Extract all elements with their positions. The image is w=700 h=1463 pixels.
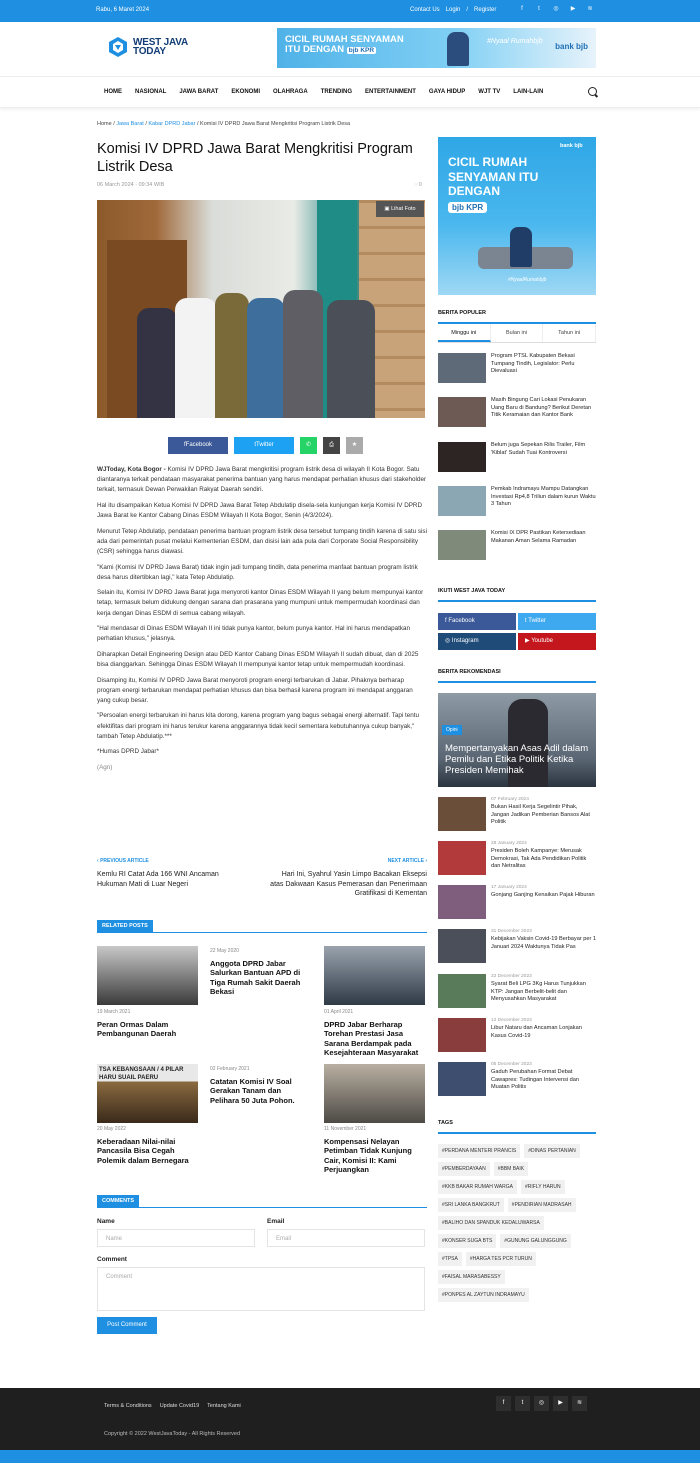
- sidebar-ad-tagline: #NyaalRumahbjb: [508, 277, 547, 283]
- related-date: 22 May 2020: [210, 948, 239, 954]
- recommend-title: Presiden Boleh Kampanye: Merusak Demokrasi, Tak Ada Pendidikan Politik dan Netralitas: [491, 848, 587, 870]
- breadcrumb-jawa-barat[interactable]: Jawa Barat: [116, 121, 144, 127]
- recommend-title: Syarat Beli LPG 3Kg Harus Tunjukkan KTP: Jangan Berbelit-belit dan Menyusahkan Masyarakat: [491, 981, 586, 1003]
- breadcrumb: [97, 121, 350, 127]
- search-icon[interactable]: [588, 87, 597, 96]
- article-author-initials: (Agn): [97, 763, 113, 771]
- article-paragraph: Diharapkan Detail Engineering Design atau DED Kantor Cabang Dinas ESDM Wilayah II sudah dibuat, dan di 2025 bisa dianggarkan. Sehingga Dinas ESDM Wilayah II mempunyai kantor tetap untuk mempermudah koordinasi.: [97, 650, 419, 669]
- banner-kpr: bjb KPR: [348, 47, 375, 54]
- banner-tagline: #Nyaal Rumahbjb: [487, 38, 543, 45]
- tag[interactable]: #RIFLY HARUN: [521, 1180, 565, 1194]
- related-post[interactable]: [210, 947, 311, 997]
- popular-item[interactable]: [438, 397, 596, 427]
- share-facebook-button[interactable]: [168, 437, 228, 454]
- follow-instagram-label: Instagram: [451, 638, 479, 644]
- share-bar: [168, 437, 363, 454]
- popular-thumbnail: [438, 530, 486, 560]
- article-date: 06 March 2024: [97, 182, 134, 188]
- article-photo[interactable]: [97, 200, 425, 418]
- recommend-header: [438, 669, 596, 683]
- popular-thumbnail: [438, 397, 486, 427]
- view-photo-label: Lihat Foto: [391, 206, 416, 212]
- twitter-icon: t: [525, 618, 529, 624]
- next-label: NEXT ARTICLE ›: [387, 858, 427, 864]
- breadcrumb-current: Komisi IV DPRD Jawa Barat Mengkritisi Program Listrik Desa: [200, 121, 351, 127]
- breadcrumb-home[interactable]: Home: [97, 121, 112, 127]
- name-label: Name: [97, 1218, 115, 1225]
- article-time: 09:34 WIB: [138, 182, 165, 188]
- recommend-date: 28 January 2024: [491, 841, 527, 846]
- popular-title: Belum juga Sepekan Rilis Trailer, Film 'Kiblat' Sudah Tuai Kontroversi: [491, 442, 586, 456]
- popular-heading: BERITA POPULER: [438, 310, 486, 316]
- related-posts-header: [97, 920, 427, 933]
- nav-item-gaya-hidup[interactable]: GAYA HIDUP: [428, 89, 466, 95]
- instagram-icon: ◎: [445, 638, 452, 644]
- footer-link-covid[interactable]: Update Covid19: [159, 1403, 200, 1409]
- follow-youtube-label: Youtube: [531, 638, 553, 644]
- recommend-item[interactable]: [438, 885, 596, 919]
- tags-header: [438, 1120, 596, 1134]
- tag[interactable]: #PERDANA MENTERI PRANCIS: [438, 1144, 520, 1158]
- related-date: 19 March 2021: [97, 1009, 131, 1015]
- recommend-date: 22 December 2023: [491, 974, 532, 979]
- nav-item-trending[interactable]: TRENDING: [320, 89, 353, 95]
- recommend-thumbnail: [438, 841, 486, 875]
- recommend-date: 17 January 2024: [491, 885, 527, 890]
- related-title: Catatan Komisi IV Soal Gerakan Tanam dan Pelihara 50 Juta Pohon.: [210, 1076, 295, 1105]
- related-post[interactable]: [97, 1125, 198, 1165]
- footer-social-icons: [496, 1396, 587, 1411]
- recommend-date: 31 December 2023: [491, 929, 532, 934]
- logo-line2: TODAY: [133, 46, 166, 57]
- copyright: Copyright © 2022 WestJavaToday - All Rights Reserved: [104, 1431, 241, 1437]
- view-photo-button[interactable]: [376, 201, 424, 217]
- recommend-title: Kebijakan Vaksin Covid-19 Berbayar per 1 Januari 2024 Waktunya Tidak Pas: [491, 936, 596, 950]
- recommend-item[interactable]: [438, 1018, 596, 1052]
- popular-thumbnail: [438, 353, 486, 383]
- popular-thumbnail: [438, 486, 486, 516]
- tag[interactable]: #HARGA TES PCR TURUN: [466, 1252, 536, 1266]
- recommend-heading: BERITA REKOMENDASI: [438, 669, 501, 675]
- related-title: Peran Ormas Dalam Pembangunan Daerah: [97, 1019, 177, 1038]
- tag[interactable]: #BBM BAIK: [494, 1162, 528, 1176]
- breadcrumb-sep: /: [113, 121, 115, 127]
- top-links: [410, 7, 496, 13]
- prev-label: ‹ PREVIOUS ARTICLE: [97, 858, 149, 864]
- article-body: [97, 465, 427, 778]
- person-figure: [247, 298, 285, 418]
- popular-tabs: [438, 324, 596, 343]
- related-date: 11 November 2021: [324, 1126, 367, 1132]
- rss-icon[interactable]: ≋: [572, 1396, 587, 1411]
- next-article[interactable]: [269, 858, 427, 899]
- popular-thumbnail: [438, 442, 486, 472]
- popular-title: Masih Bingung Cari Lokasi Penukaran Uang Baru di Bandung? Berikut Deretan Titik Keramaian dan Kantor Bank: [491, 397, 592, 419]
- top-bar: [0, 0, 700, 22]
- twitter-icon[interactable]: t: [515, 1396, 530, 1411]
- sidebar-banner-ad[interactable]: [438, 137, 596, 295]
- tab-week[interactable]: Minggu ini: [438, 324, 491, 342]
- nav-item-home[interactable]: HOME: [104, 89, 122, 95]
- comment-count[interactable]: [414, 182, 422, 188]
- sidebar-ad-headline: [448, 155, 538, 199]
- instagram-icon[interactable]: ◎: [553, 6, 559, 12]
- site-logo[interactable]: [107, 36, 188, 58]
- share-twitter-button[interactable]: [234, 437, 294, 454]
- related-post[interactable]: [324, 1008, 425, 1058]
- article-paragraph: Selain itu, Komisi IV DPRD Jawa Barat juga menyoroti kantor Dinas ESDM Wilayah II yang belum mempunyai kantor tetap, termasuk belum didukung dengan sarana dan prasarana yang mumpuni untuk mempermudah koordinasi dan kerja dengan Dinas ESDM di semua cabang wilayah.: [97, 589, 424, 617]
- recommend-thumbnail: [438, 1018, 486, 1052]
- prev-article[interactable]: [97, 858, 237, 889]
- related-thumbnail[interactable]: [324, 1064, 425, 1123]
- top-social-icons: [518, 5, 594, 14]
- banner-line2: ITU DENGAN: [285, 44, 345, 55]
- popular-header: [438, 310, 596, 324]
- sidebar-ad-person: [510, 227, 532, 267]
- youtube-icon[interactable]: ▶: [570, 6, 576, 12]
- related-date: 02 February 2021: [210, 1066, 250, 1072]
- related-thumbnail-text: TSA KEBANGSAAN / 4 PILAR HARU SUAIL PAERU: [99, 1067, 184, 1081]
- login-link[interactable]: Login: [445, 7, 461, 13]
- sidebar-ad-kpr: bjb KPR: [448, 202, 487, 213]
- print-icon[interactable]: ⎙: [323, 437, 340, 454]
- tag[interactable]: #TPSA: [438, 1252, 462, 1266]
- separator: /: [466, 7, 469, 13]
- recommend-item[interactable]: [438, 797, 596, 831]
- article-paragraph: Komisi IV DPRD Jawa Barat mengkritisi program listrik desa di wilayah II Kota Bogor. Satu diantaranya terkait pendataan masyarakat penerima bantuan yang harus mendapat perhatian khusus dari stakeholder terkait, termasuk Dewan Perwakilan Rakyat Daerah sendiri.: [97, 466, 427, 494]
- popular-item[interactable]: [438, 486, 596, 516]
- article-paragraph: "Persoalan energi terbarukan ini harus kita dorong, karena program yang bagus sebagai energi alternatif. Tapi tentu efektifitas dari program ini harus terukur karena anggarannya tidak kecil sementara kebutuhannya cukup banyak," tambah Tetep Abdulatip.***: [97, 712, 420, 740]
- tab-year[interactable]: Tahun ini: [543, 324, 596, 342]
- recommend-thumbnail: [438, 1062, 486, 1096]
- recommend-title: Gaduh Perubahan Format Debat Cawapres: Tudingan Intervensi dan Muatan Politis: [491, 1069, 580, 1091]
- banner-brand: bank bjb: [555, 42, 588, 51]
- facebook-icon[interactable]: f: [496, 1396, 511, 1411]
- bottom-strip: [0, 1450, 700, 1463]
- nav-item-jawa-barat[interactable]: JAWA BARAT: [179, 89, 219, 95]
- recommend-featured[interactable]: [438, 693, 596, 787]
- tag[interactable]: #SRI LANKA BANGKRUT: [438, 1198, 504, 1212]
- related-post[interactable]: [324, 1125, 425, 1175]
- logo-icon: [107, 36, 129, 58]
- nav-item-wjt-tv[interactable]: WJT TV: [478, 89, 501, 95]
- footer-link-terms[interactable]: Terms & Conditions: [104, 1403, 152, 1409]
- recommend-date: 05 December 2023: [491, 1062, 532, 1067]
- follow-heading: IKUTI WEST JAVA TODAY: [438, 588, 506, 594]
- article-paragraph: Menurut Tetep Abdulatip, pendataan penerima bantuan program listrik desa tersebut tumpang tindih karena di satu sisi ada dari pemerintah pusat melalui Kementerian ESDM, dan disisi lain ada pula dari Corporate Social Responsibility (CSR) sehingga harus diawasi.: [97, 527, 427, 556]
- twitter-icon[interactable]: t: [538, 6, 540, 12]
- bookmark-icon[interactable]: ★: [346, 437, 363, 454]
- follow-facebook-button[interactable]: [438, 613, 516, 630]
- comments-heading: COMMENTS: [97, 1195, 139, 1207]
- related-title: DPRD Jabar Berharap Torehan Prestasi Jasa Sarana Berdampak pada Kesejahteraan Masyarakat: [324, 1019, 419, 1057]
- article-title: Komisi IV DPRD Jawa Barat Mengkritisi Program Listrik Desa: [97, 141, 413, 175]
- tags-heading: TAGS: [438, 1120, 453, 1126]
- share-facebook-label: Facebook: [185, 442, 213, 448]
- related-posts-heading: RELATED POSTS: [97, 920, 153, 932]
- person-figure: [175, 298, 217, 418]
- recommend-date: 07 February 2024: [491, 797, 529, 802]
- recommend-item[interactable]: [438, 841, 596, 875]
- follow-facebook-label: Facebook: [448, 618, 475, 624]
- main-nav: [0, 76, 700, 108]
- recommend-thumbnail: [438, 797, 486, 831]
- popular-item[interactable]: [438, 353, 596, 383]
- follow-instagram-button[interactable]: [438, 633, 516, 650]
- related-title: Kompensasi Nelayan Petimban Tidak Kunjung Cair, Komisi II: Kami Perjuangkan: [324, 1136, 412, 1174]
- prev-title: Kemlu RI Catat Ada 166 WNI Ancaman Hukuman Mati di Luar Negeri: [97, 871, 219, 888]
- banner-headline: [285, 35, 404, 56]
- email-field[interactable]: Email: [267, 1229, 425, 1247]
- email-label: Email: [267, 1218, 285, 1225]
- tag[interactable]: #PENDIRIAN MADRASAH: [508, 1198, 576, 1212]
- recommend-title: Libur Nataru dan Ancaman Lonjakan Kasus Covid-19: [491, 1025, 582, 1039]
- facebook-icon[interactable]: f: [521, 6, 523, 12]
- next-title: Hari Ini, Syahrul Yasin Limpo Bacakan Eksepsi atas Dakwaan Kasus Pemerasan dan Penerimaan Gratifikasi di Kementan: [270, 871, 427, 897]
- person-figure: [327, 300, 375, 418]
- breadcrumb-sep: /: [196, 121, 199, 127]
- current-date: Rabu, 6 Maret 2024: [96, 7, 150, 13]
- share-twitter-label: Twitter: [256, 442, 274, 448]
- article-meta: 06 March 2024 · 09:34 WIB: [97, 182, 165, 188]
- tag[interactable]: #FAISAL MARASABESSY: [438, 1270, 505, 1284]
- sidebar-ad-line3: DENGAN: [448, 184, 501, 198]
- article-lead: WJToday, Kota Bogor -: [97, 466, 168, 473]
- article-paragraph: Hal itu disampaikan Ketua Komisi IV DPRD Jawa Barat Tetep Abdulatip disela-sela kunjungan kerja Komisi IV DPRD Jawa Barat ke Kantor Cabang Dinas ESDM Wilayah II Kota Bogor, Senin (4/3/2024).: [97, 501, 423, 520]
- tab-month[interactable]: Bulan ini: [491, 324, 544, 342]
- related-thumbnail[interactable]: [324, 946, 425, 1005]
- nav-item-nasional[interactable]: NASIONAL: [135, 89, 167, 95]
- featured-title: Mempertanyakan Asas Adil dalam Pemilu dan Etika Politik Ketika Presiden Memihak: [445, 743, 589, 776]
- comment-label: Comment: [97, 1256, 127, 1263]
- logo-line1: WEST JAVA: [133, 37, 189, 48]
- comments-header: [97, 1195, 427, 1208]
- tag[interactable]: #DINAS PERTANIAN: [524, 1144, 580, 1158]
- related-post[interactable]: [210, 1065, 311, 1105]
- related-thumbnail[interactable]: [97, 1064, 198, 1123]
- tag[interactable]: #GUNUNG GALUNGGUNG: [500, 1234, 571, 1248]
- recommend-title: Bukan Hasil Kerja Segelintir Pihak, Jangan Jadikan Pemberian Bansos Alat Politik: [491, 804, 590, 826]
- article-paragraph: Disamping itu, Komisi IV DPRD Jawa Barat menyoroti program energi terbarukan di Jabar. Pihaknya berharap program energi terbarukan mendapat perhatian khusus dan bisa berhasil karena program ini mendapat anggaran yang cukup besar.: [97, 676, 413, 704]
- follow-twitter-label: Twitter: [528, 618, 546, 624]
- article-signature: *Humas DPRD Jabar*: [97, 748, 159, 756]
- footer-links: [104, 1403, 241, 1409]
- popular-title: Pemkab Indramayu Mampu Datangkan Investasi Rp4,8 Triliun dalam kurun Waktu 3 Tahun: [491, 486, 596, 508]
- recommend-item[interactable]: [438, 1062, 596, 1096]
- recommend-thumbnail: [438, 974, 486, 1008]
- share-whatsapp-icon[interactable]: ✆: [300, 437, 317, 454]
- related-date: 01 April 2021: [324, 1009, 354, 1015]
- recommend-item[interactable]: [438, 929, 596, 963]
- register-link[interactable]: Register: [474, 7, 497, 13]
- person-figure: [215, 293, 249, 418]
- popular-item[interactable]: [438, 530, 596, 560]
- sidebar-ad-brand: bank bjb: [560, 143, 583, 149]
- comment-textarea[interactable]: Comment: [97, 1267, 425, 1311]
- facebook-icon: f: [445, 618, 449, 624]
- facebook-icon: f: [183, 442, 186, 448]
- nav-item-olahraga[interactable]: OLAHRAGA: [273, 89, 308, 95]
- person-figure: [137, 308, 177, 418]
- related-title: Anggota DPRD Jabar Salurkan Bantuan APD di Tiga Rumah Sakit Daerah Bekasi: [210, 958, 301, 996]
- tag[interactable]: #KONSER SUGA BTS: [438, 1234, 496, 1248]
- banner-line1: CICIL RUMAH SENYAMAN: [285, 34, 404, 45]
- recommend-item[interactable]: [438, 974, 596, 1008]
- site-footer: [0, 1388, 700, 1450]
- recommend-thumbnail: [438, 885, 486, 919]
- breadcrumb-sep: /: [145, 121, 147, 127]
- tag[interactable]: #KKB BAKAR RUMAH WARGA: [438, 1180, 517, 1194]
- contact-us-link[interactable]: Contact Us: [410, 7, 440, 13]
- comment-count-value: 0: [418, 182, 422, 188]
- tag[interactable]: #PONPES AL ZAYTUN INDRAMAYU: [438, 1288, 529, 1302]
- related-title: Keberadaan Nilai-nilai Pancasila Bisa Cegah Polemik dalam Bernegara: [97, 1136, 189, 1165]
- camera-icon: ▣: [384, 206, 390, 212]
- rss-icon[interactable]: ≋: [587, 6, 593, 12]
- follow-header: [438, 588, 596, 602]
- youtube-icon[interactable]: ▶: [553, 1396, 568, 1411]
- related-thumbnail[interactable]: [97, 946, 198, 1005]
- follow-youtube-button[interactable]: [518, 633, 596, 650]
- comment-icon: ◌: [414, 182, 418, 188]
- recommend-date: 12 December 2023: [491, 1018, 532, 1023]
- category-badge: Opini: [442, 725, 462, 735]
- banner-person-image: [447, 32, 469, 66]
- sidebar-ad-line2: SENYAMAN ITU: [448, 169, 539, 184]
- tag[interactable]: #BALIHO DAN SPANDUK KEDALUWARSA: [438, 1216, 544, 1230]
- sidebar-ad-line1: CICIL RUMAH: [448, 155, 528, 169]
- nav-item-ekonomi[interactable]: EKONOMI: [231, 89, 261, 95]
- recommend-thumbnail: [438, 929, 486, 963]
- breadcrumb-kabar-dprd[interactable]: Kabar DPRD Jabar: [148, 121, 196, 127]
- article-paragraph: "Hal mendasar di Dinas ESDM Wilayah II ini tidak punya kantor, belum punya kantor. Hal ini harus mendapatkan perhatian khusus," jelasnya.: [97, 625, 411, 643]
- footer-link-about[interactable]: Tentang Kami: [207, 1403, 241, 1409]
- tag-cloud: [438, 1144, 596, 1302]
- related-date: 20 May 2022: [97, 1126, 126, 1132]
- popular-title: Program PTSL Kabupaten Bekasi Tumpang Tindih, Legislator: Perlu Dievaluasi: [491, 353, 575, 375]
- youtube-icon: ▶: [525, 638, 532, 644]
- nav-item-lain-lain[interactable]: LAIN-LAIN: [513, 89, 544, 95]
- popular-item[interactable]: [438, 442, 596, 472]
- tag[interactable]: #PEMBERDAYAAN: [438, 1162, 490, 1176]
- related-post[interactable]: [97, 1008, 198, 1039]
- post-comment-button[interactable]: Post Comment: [97, 1317, 157, 1334]
- article-paragraph: "Kami (Komisi IV DPRD Jawa Barat) tidak ingin jadi tumpang tindih, data penerima manfaat bantuan program listrik desa harus ditertibkan lagi," kata Tetep Abdulatip.: [97, 563, 418, 581]
- follow-twitter-button[interactable]: [518, 613, 596, 630]
- popular-title: Komisi IX DPR Pastikan Ketersediaan Makanan Aman Selama Ramadan: [491, 530, 586, 544]
- top-banner-ad[interactable]: [277, 28, 596, 68]
- nav-item-entertainment[interactable]: ENTERTAINMENT: [365, 89, 416, 95]
- instagram-icon[interactable]: ◎: [534, 1396, 549, 1411]
- twitter-icon: t: [254, 442, 256, 448]
- name-field[interactable]: Name: [97, 1229, 255, 1247]
- recommend-title: Gonjang Ganjing Kenaikan Pajak Hiburan: [491, 892, 595, 898]
- person-figure: [283, 290, 323, 418]
